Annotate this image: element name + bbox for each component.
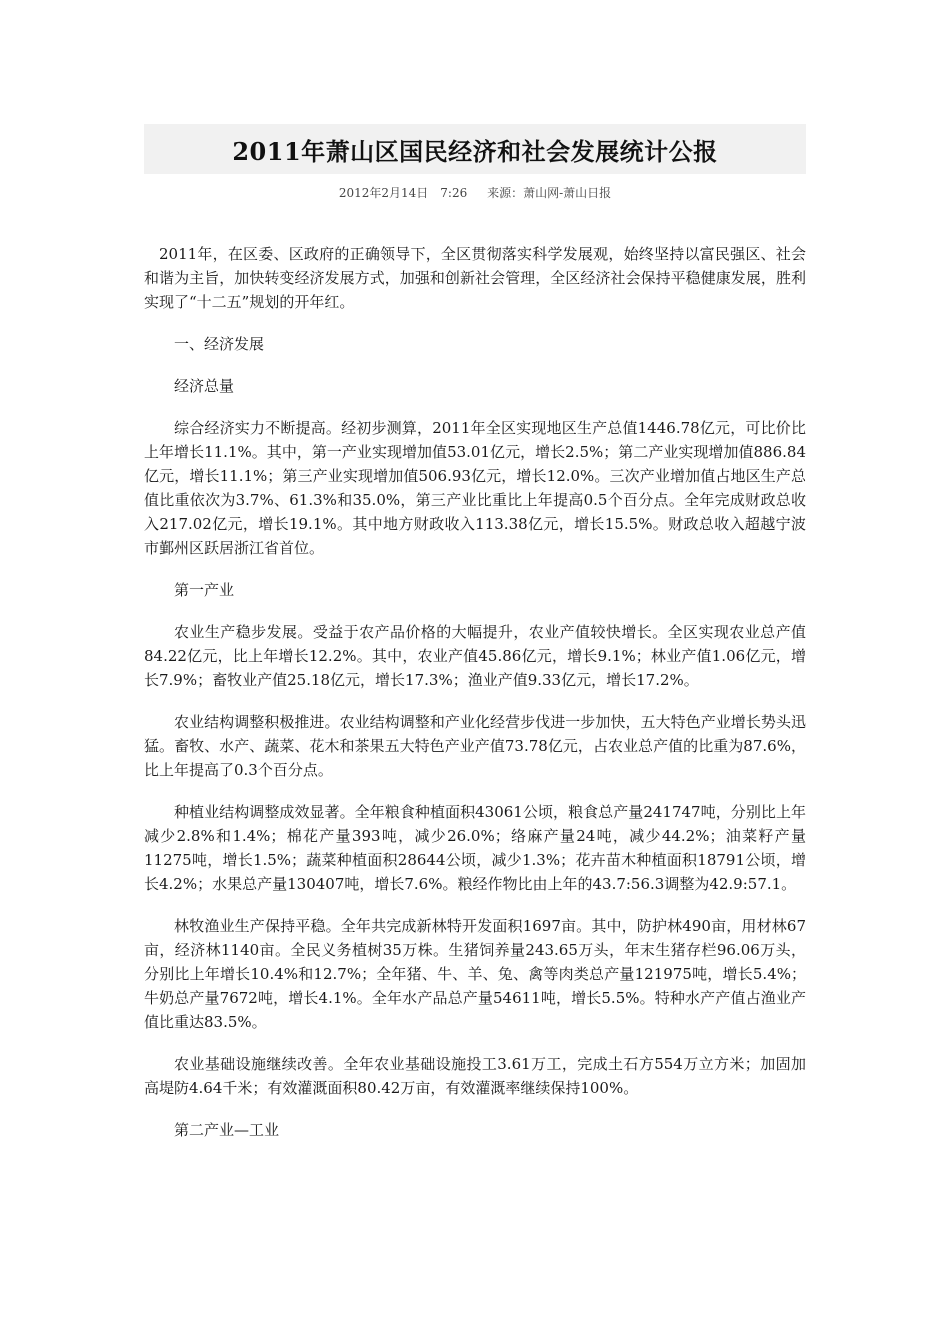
body-paragraph: 林牧渔业生产保持平稳。全年共完成新林特开发面积1697亩。其中，防护林490亩，用材林67亩，经济林1140亩。全民义务植树35万株。生猪饲养量243.65万头，年末生猪存栏96.06万头，分别比上年增长10.4%和12.7%；全年猪、牛、羊、兔、禽等肉类总产量121975吨，增长5.4%；牛奶总产量7672吨，增长4.1%。全年水产品总产量54611吨，增长5.5%。特种水产产值占渔业产值比重达83.5%。 [144, 917, 806, 1031]
body-paragraph: 农业基础设施继续改善。全年农业基础设施投工3.61万工，完成土石方554万立方米；加固加高堤防4.64千米；有效灌溉面积80.42万亩，有效灌溉率继续保持100%。 [144, 1055, 806, 1097]
body-paragraph: 种植业结构调整成效显著。全年粮食种植面积43061公顷，粮食总产量241747吨，分别比上年减少2.8%和1.4%；棉花产量393吨，减少26.0%；络麻产量24吨，减少44.2%；油菜籽产量11275吨，增长1.5%；蔬菜种植面积28644公顷，减少1.3%；花卉苗木种植面积18791公顷，增长4.2%；水果总产量130407吨，增长7.6%。粮经作物比由上年的43.7:56.3调整为42.9:57.1。 [144, 803, 806, 893]
intro-paragraph: 2011年，在区委、区政府的正确领导下，全区贯彻落实科学发展观，始终坚持以富民强区、社会和谐为主旨，加快转变经济发展方式，加强和创新社会管理，全区经济社会保持平稳健康发展，胜利实现了“十二五”规划的开年红。 [144, 245, 806, 311]
body-paragraph: 农业生产稳步发展。受益于农产品价格的大幅提升，农业产值较快增长。全区实现农业总产值84.22亿元，比上年增长12.2%。其中，农业产值45.86亿元，增长9.1%；林业产值1.06亿元，增长7.9%；畜牧业产值25.18亿元，增长17.3%；渔业产值9.33亿元，增长17.2%。 [144, 623, 806, 689]
article-meta [144, 184, 806, 202]
article-title: 2011年萧山区国民经济和社会发展统计公报 [232, 136, 718, 166]
article-source: 来源：萧山网-萧山日报 [487, 186, 612, 200]
article-date: 2012年2月14日 7:26 [338, 186, 468, 200]
subsection-heading: 第二产业—工业 [174, 1121, 280, 1139]
subsection-heading: 第一产业 [174, 581, 235, 599]
article-body [144, 242, 806, 1142]
subsection-heading: 经济总量 [174, 377, 235, 395]
body-paragraph: 综合经济实力不断提高。经初步测算，2011年全区实现地区生产总值1446.78亿元，可比价比上年增长11.1%。其中，第一产业实现增加值53.01亿元，增长2.5%；第二产业实现增加值886.84亿元，增长11.1%；第三产业实现增加值506.93亿元，增长12.0%。三次产业增加值占地区生产总值比重依次为3.7%、61.3%和35.0%，第三产业比重比上年提高0.5个百分点。全年完成财政总收入217.02亿元，增长19.1%。其中地方财政收入113.38亿元，增长15.5%。财政总收入超越宁波市鄞州区跃居浙江省首位。 [144, 419, 806, 557]
body-paragraph: 农业结构调整积极推进。农业结构调整和产业化经营步伐进一步加快，五大特色产业增长势头迅猛。畜牧、水产、蔬菜、花木和茶果五大特色产业产值73.78亿元，占农业总产值的比重为87.6%，比上年提高了0.3个百分点。 [144, 713, 806, 779]
title-band [144, 124, 806, 174]
section-heading: 一、经济发展 [174, 335, 265, 353]
article [144, 124, 806, 1160]
